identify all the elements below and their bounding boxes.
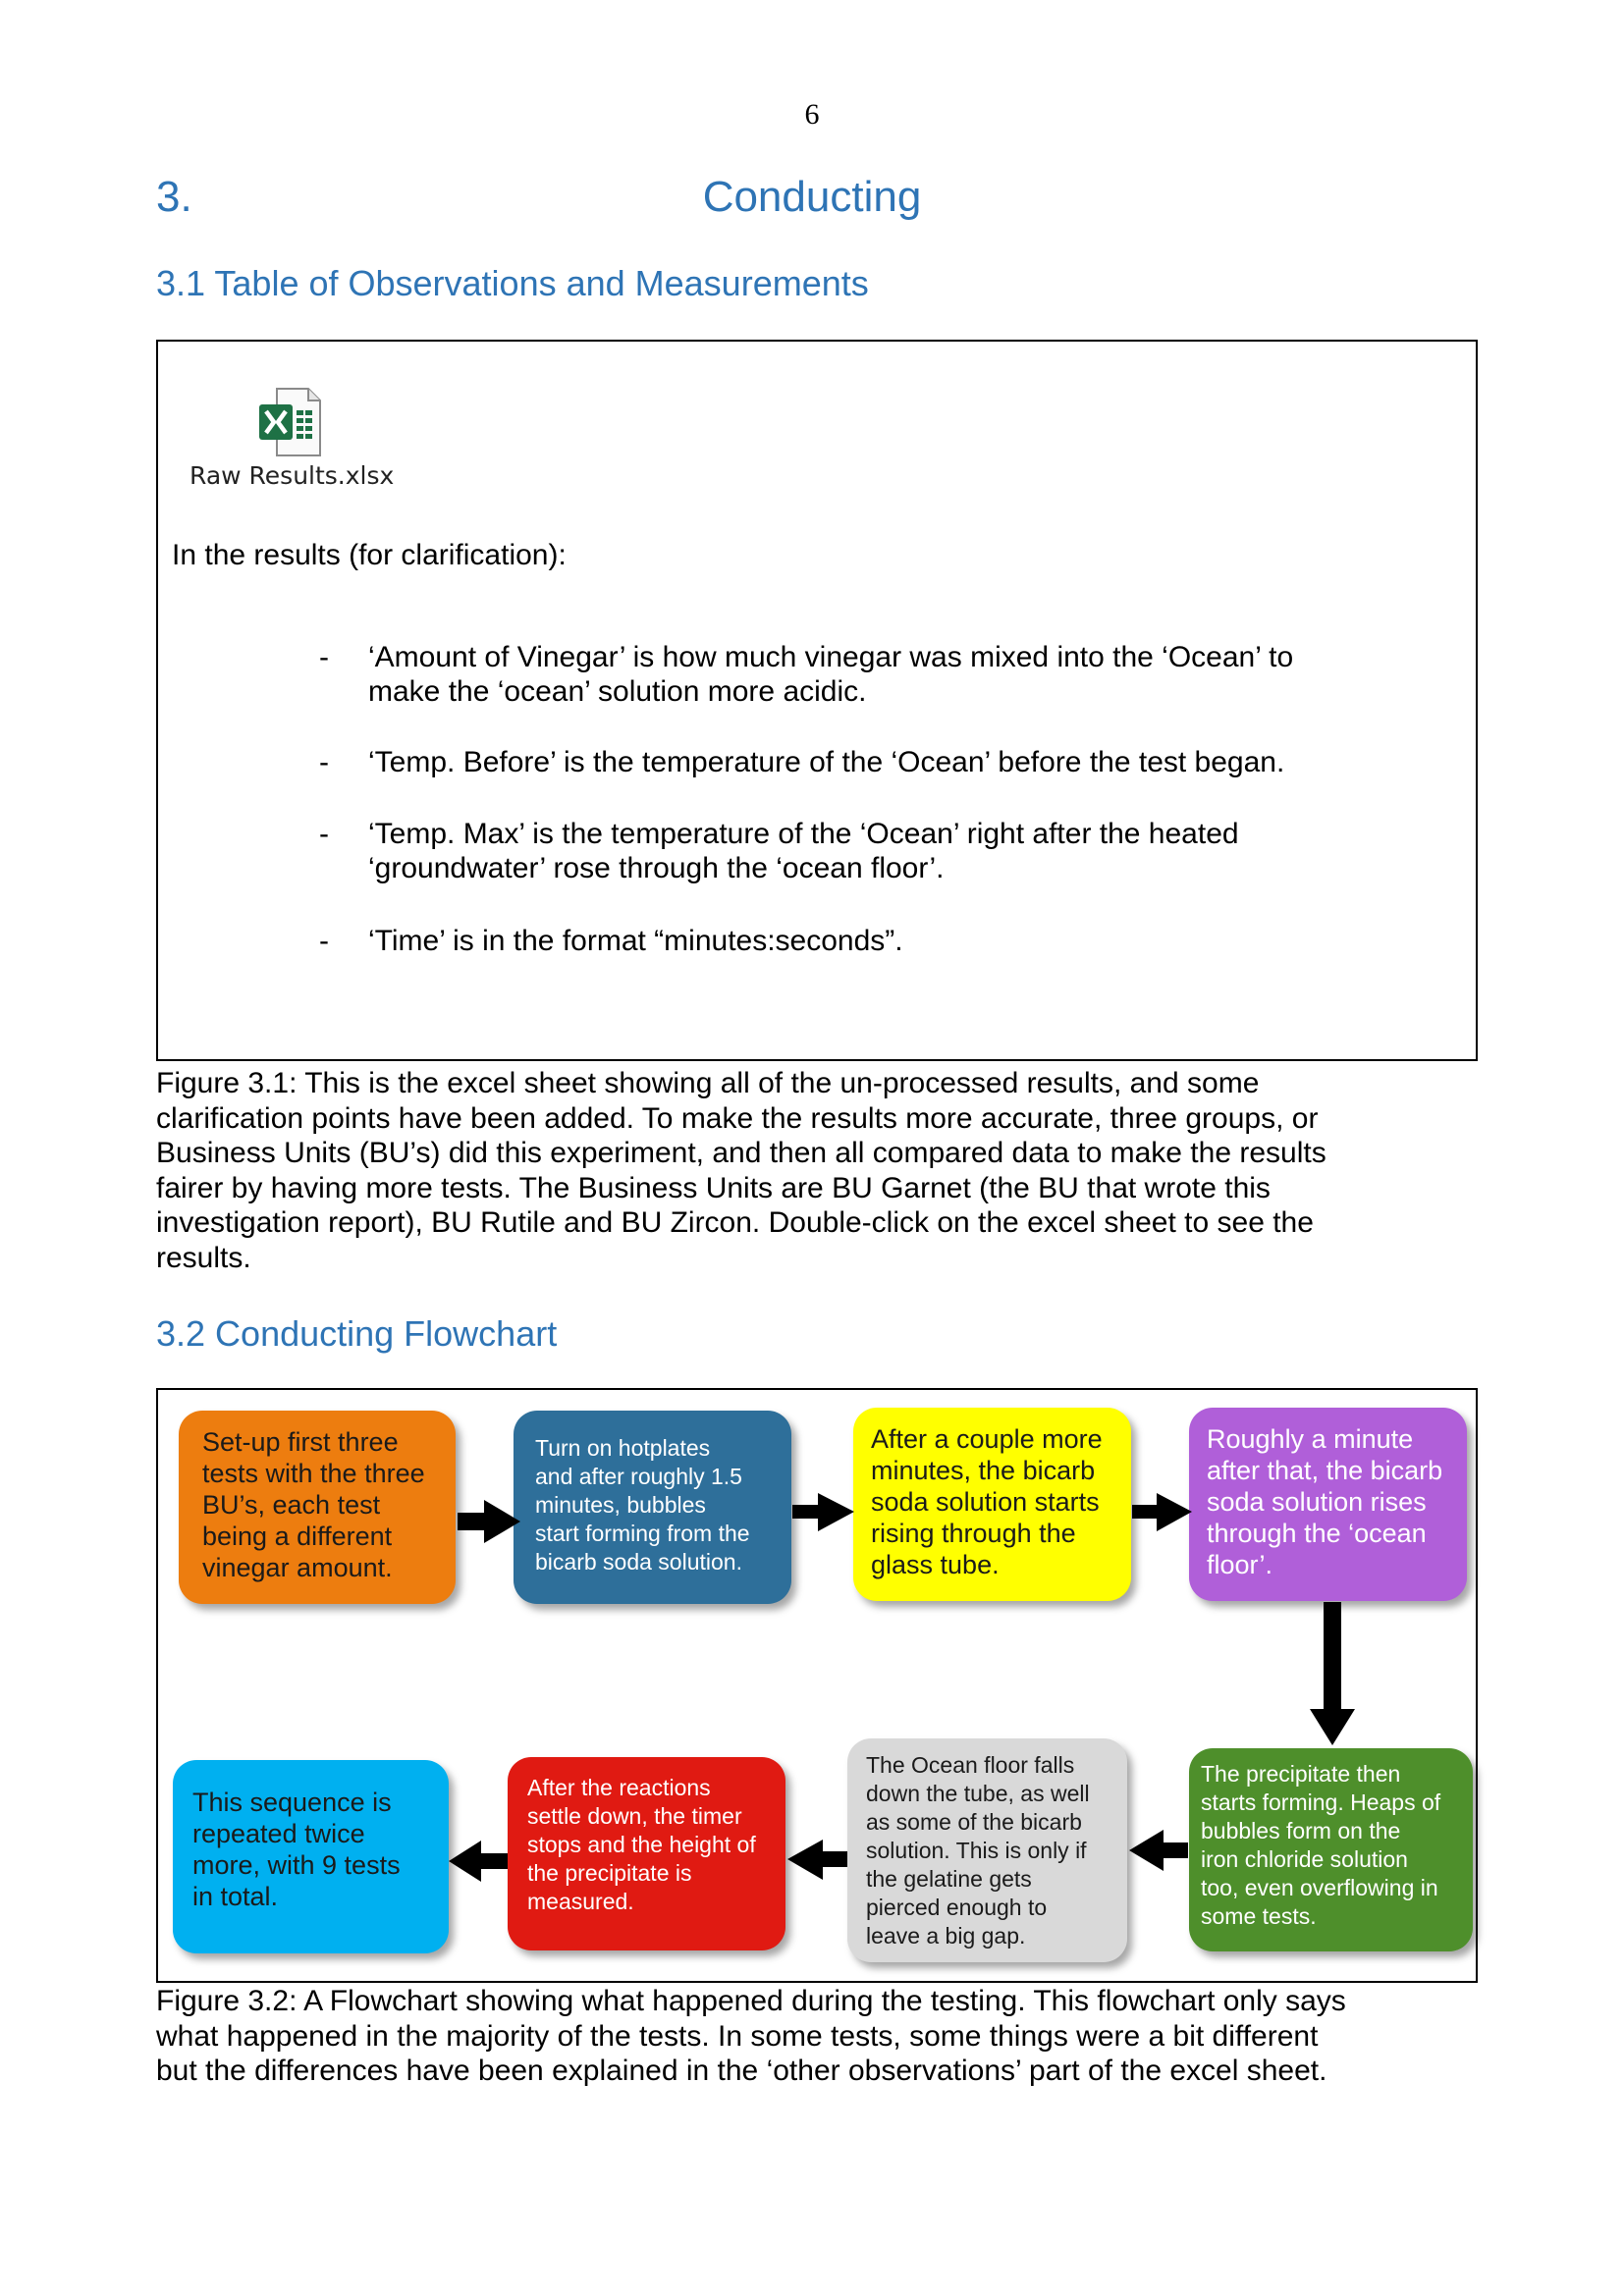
- figure-3-2-caption: Figure 3.2: A Flowchart showing what happened during the testing. This flowchart only says what happened in the majority of the tests. In some tests, some things were a bit different but the differences have been explained in the ‘other observations’ part of the excel sheet.: [156, 1985, 1346, 2087]
- flowchart-step-3: After a couple more minutes, the bicarb soda solution starts rising through the glass tube.: [853, 1408, 1131, 1601]
- subsection-heading-flowchart: 3.2 Conducting Flowchart: [156, 1313, 558, 1354]
- flowchart-step-8: This sequence is repeated twice more, with 9 tests in total.: [173, 1760, 449, 1953]
- page-number: 6: [804, 98, 820, 131]
- figure-3-1-caption: Figure 3.1: This is the excel sheet showing all of the un-processed results, and some clarification points have been added. To make the results more accurate, three groups, or Business Units (BU’s) did this experiment, and then all compared data to make the results fairer by having more tests. The Business Units are BU Garnet (the BU that wrote this investigation report), BU Rutile and BU Zircon. Double-click on the excel sheet to see the results.: [156, 1067, 1326, 1274]
- clarification-intro: In the results (for clarification):: [172, 539, 567, 571]
- flowchart-step-7: After the reactions settle down, the timer stops and the height of the precipitate is measured.: [508, 1757, 785, 1950]
- note-text: ‘Time’ is in the format “minutes:seconds”.: [368, 925, 903, 957]
- excel-attachment[interactable]: [189, 378, 406, 496]
- excel-file-icon: [255, 383, 324, 461]
- flowchart-step-4: Roughly a minute after that, the bicarb soda solution rises through the ‘ocean floor’.: [1189, 1408, 1467, 1601]
- bullet-dash: -: [319, 641, 329, 673]
- flowchart-step-1: Set-up first three tests with the three BU’s, each test being a different vinegar amount.: [179, 1411, 456, 1604]
- attachment-filename: Raw Results.xlsx: [189, 461, 395, 490]
- subsection-heading-observations: 3.1 Table of Observations and Measurements: [156, 263, 869, 303]
- section-number: 3.: [156, 173, 192, 221]
- bullet-dash: -: [319, 746, 329, 778]
- flowchart-step-2: Turn on hotplates and after roughly 1.5 minutes, bubbles start forming from the bicarb soda solution.: [514, 1411, 791, 1604]
- bullet-dash: -: [319, 925, 329, 957]
- section-title: Conducting: [702, 173, 922, 221]
- note-text: ‘Temp. Max’ is the temperature of the ‘Ocean’ right after the heated ‘groundwater’ rose through the ‘ocean floor’.: [368, 818, 1239, 884]
- flowchart-step-6: The Ocean floor falls down the tube, as well as some of the bicarb solution. This is only if the gelatine gets pierced enough to leave a big gap.: [847, 1738, 1127, 1962]
- bullet-dash: -: [319, 818, 329, 850]
- flowchart-step-5: The precipitate then starts forming. Heaps of bubbles form on the iron chloride solution too, even overflowing in some tests.: [1189, 1748, 1473, 1951]
- note-text: ‘Temp. Before’ is the temperature of the ‘Ocean’ before the test began.: [368, 746, 1285, 778]
- note-text: ‘Amount of Vinegar’ is how much vinegar was mixed into the ‘Ocean’ to make the ‘ocean’ solution more acidic.: [368, 641, 1294, 708]
